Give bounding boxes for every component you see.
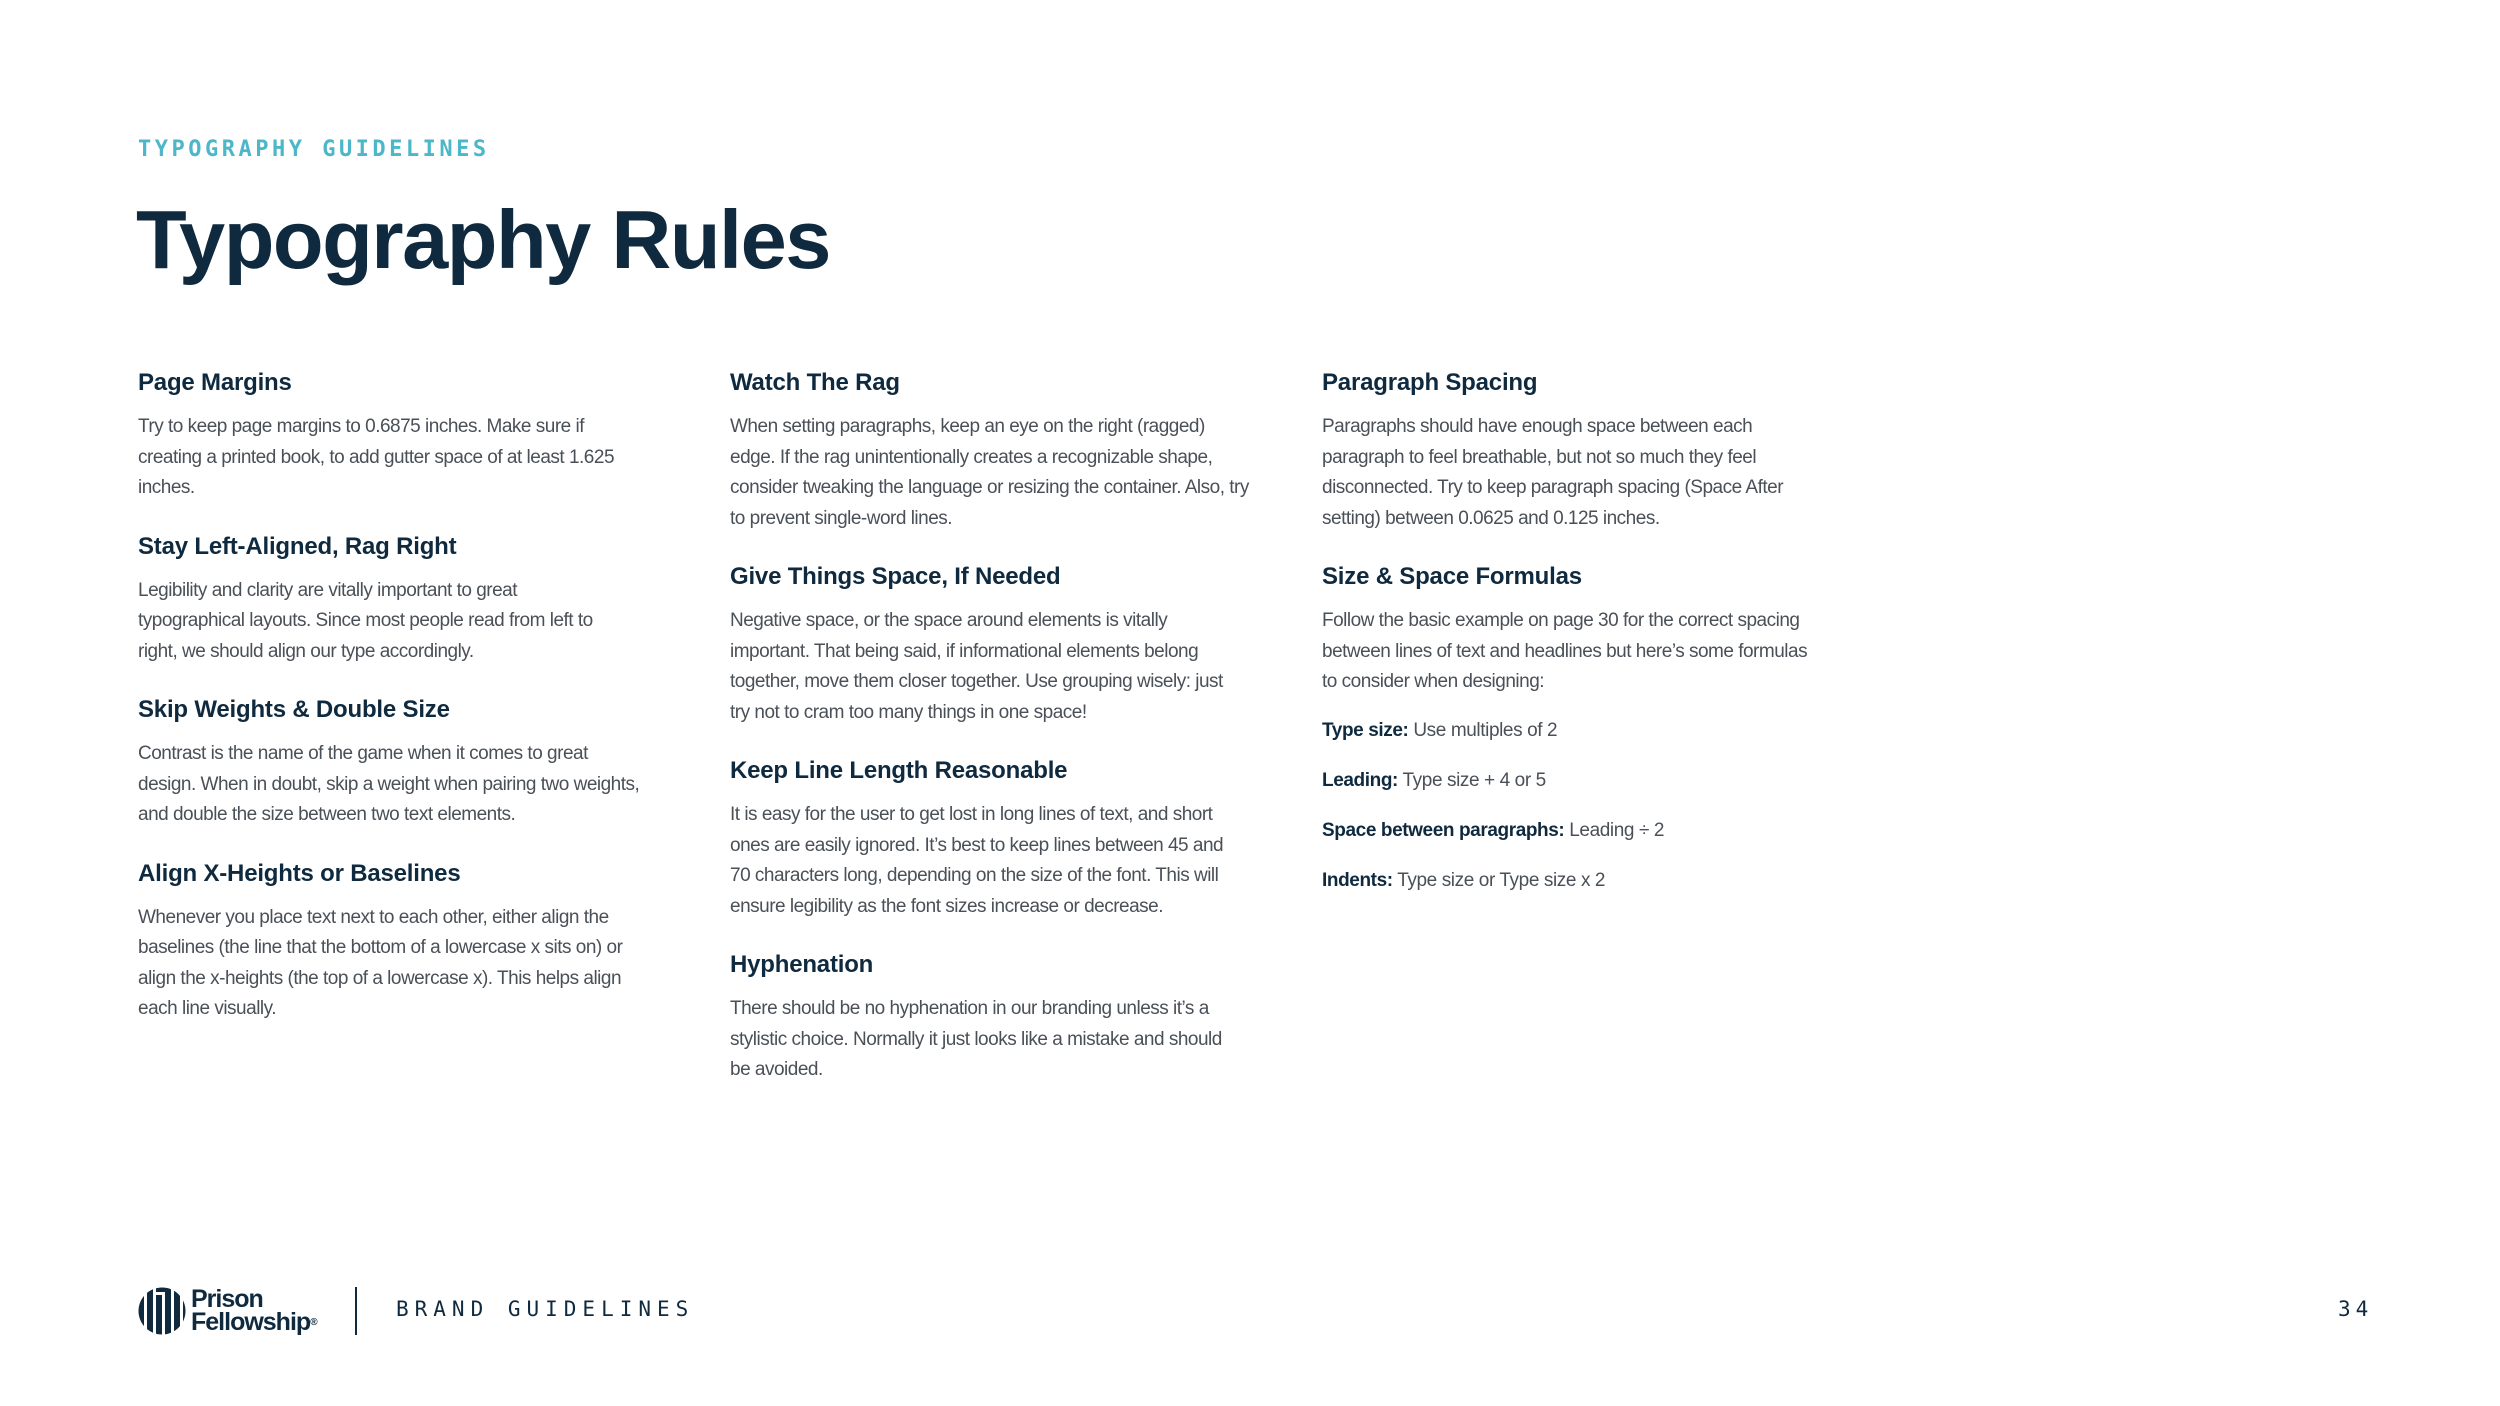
section-page-margins xyxy=(138,368,678,504)
section-body: Follow the basic example on page 30 for the correct spacing between lines of text and headlines but here’s some formulas to consider when designing: xyxy=(1322,610,1808,692)
section-body: When setting paragraphs, keep an eye on the right (ragged) edge. If the rag unintentionally creates a recognizable shape, consider tweaking the language or resizing the container. Also, try to prevent single-word lines. xyxy=(730,416,1249,529)
formula-type-size xyxy=(1322,716,1862,746)
column-middle xyxy=(730,368,1270,1114)
section-body: Try to keep page margins to 0.6875 inches. Make sure if creating a printed book, to add gutter space of at least 1.625 inches. xyxy=(138,416,615,498)
formula-label: Type size: xyxy=(1322,719,1409,741)
section-body: Whenever you place text next to each other, either align the baselines (the line that the bottom of a lowercase x sits on) or align the x-heights (the top of a lowercase x). This helps align each line visually. xyxy=(138,906,623,1019)
formula-paragraph-space xyxy=(1322,816,1862,846)
section-body: Contrast is the name of the game when it comes to great design. When in doubt, skip a weight when pairing two weights, and double the size between two text elements. xyxy=(138,743,640,825)
section-heading: Watch The Rag xyxy=(730,369,900,396)
section-body: Paragraphs should have enough space between each paragraph to feel breathable, but not so much they feel disconnected. Try to keep paragraph spacing (Space After setting) between 0.0625 and 0.125 inches. xyxy=(1322,416,1784,529)
section-hyphenation xyxy=(730,950,1270,1086)
footer-divider xyxy=(355,1287,357,1335)
section-heading: Hyphenation xyxy=(730,951,874,978)
logo-line-2: Fellowship xyxy=(191,1308,311,1336)
formula-indents xyxy=(1322,866,1862,896)
formula-label: Space between paragraphs: xyxy=(1322,819,1565,841)
section-body: It is easy for the user to get lost in long lines of text, and short ones are easily ignored. It’s best to keep lines between 45 and 70 characters long, depending on the size of the font. This will ensure legibility as the font sizes increase or decrease. xyxy=(730,804,1224,917)
section-heading: Paragraph Spacing xyxy=(1322,369,1538,396)
section-heading: Size & Space Formulas xyxy=(1322,563,1582,590)
section-heading: Page Margins xyxy=(138,369,292,396)
section-paragraph-spacing xyxy=(1322,368,1862,534)
logo-wordmark xyxy=(191,1285,317,1336)
section-heading: Align X-Heights or Baselines xyxy=(138,859,461,887)
page-number: 34 xyxy=(2338,1297,2374,1321)
section-heading: Keep Line Length Reasonable xyxy=(730,757,1068,784)
section-left-aligned xyxy=(138,532,678,668)
formula-leading xyxy=(1322,766,1862,796)
formula-label: Leading: xyxy=(1322,769,1398,791)
formula-value: Leading ÷ 2 xyxy=(1569,819,1665,841)
column-right xyxy=(1322,368,1862,916)
formula-value: Type size + 4 or 5 xyxy=(1402,769,1546,791)
footer-brand-label: BRAND GUIDELINES xyxy=(396,1297,695,1321)
section-heading: Skip Weights & Double Size xyxy=(138,696,450,723)
section-body: Negative space, or the space around elements is vitally important. That being said, if informational elements belong together, move them closer together. Use grouping wisely: just try not to cram too many things in one space! xyxy=(730,610,1223,723)
section-align-baselines xyxy=(138,859,678,1025)
formula-value: Type size or Type size x 2 xyxy=(1397,869,1606,891)
column-left xyxy=(138,368,678,1053)
logo-mark-icon xyxy=(138,1287,186,1335)
section-formulas xyxy=(1322,562,1862,698)
page-title: Typography Rules xyxy=(136,193,830,286)
section-skip-weights xyxy=(138,695,678,831)
formula-list xyxy=(1322,716,1862,896)
section-body: There should be no hyphenation in our branding unless it’s a stylistic choice. Normally it just looks like a mistake and should be avoided. xyxy=(730,998,1222,1080)
registered-mark: ® xyxy=(310,1317,317,1328)
formula-label: Indents: xyxy=(1322,869,1393,891)
section-body: Legibility and clarity are vitally important to great typographical layouts. Since most people read from left to right, we should align our type accordingly. xyxy=(138,579,593,662)
section-give-space xyxy=(730,562,1270,728)
section-line-length xyxy=(730,756,1270,922)
section-heading: Stay Left-Aligned, Rag Right xyxy=(138,532,457,560)
section-heading: Give Things Space, If Needed xyxy=(730,563,1061,590)
logo-line-1: Prison xyxy=(191,1285,263,1313)
formula-value: Use multiples of 2 xyxy=(1413,719,1558,741)
prison-fellowship-logo xyxy=(138,1284,317,1338)
section-watch-rag xyxy=(730,368,1270,534)
eyebrow-label: TYPOGRAPHY GUIDELINES xyxy=(138,137,490,162)
